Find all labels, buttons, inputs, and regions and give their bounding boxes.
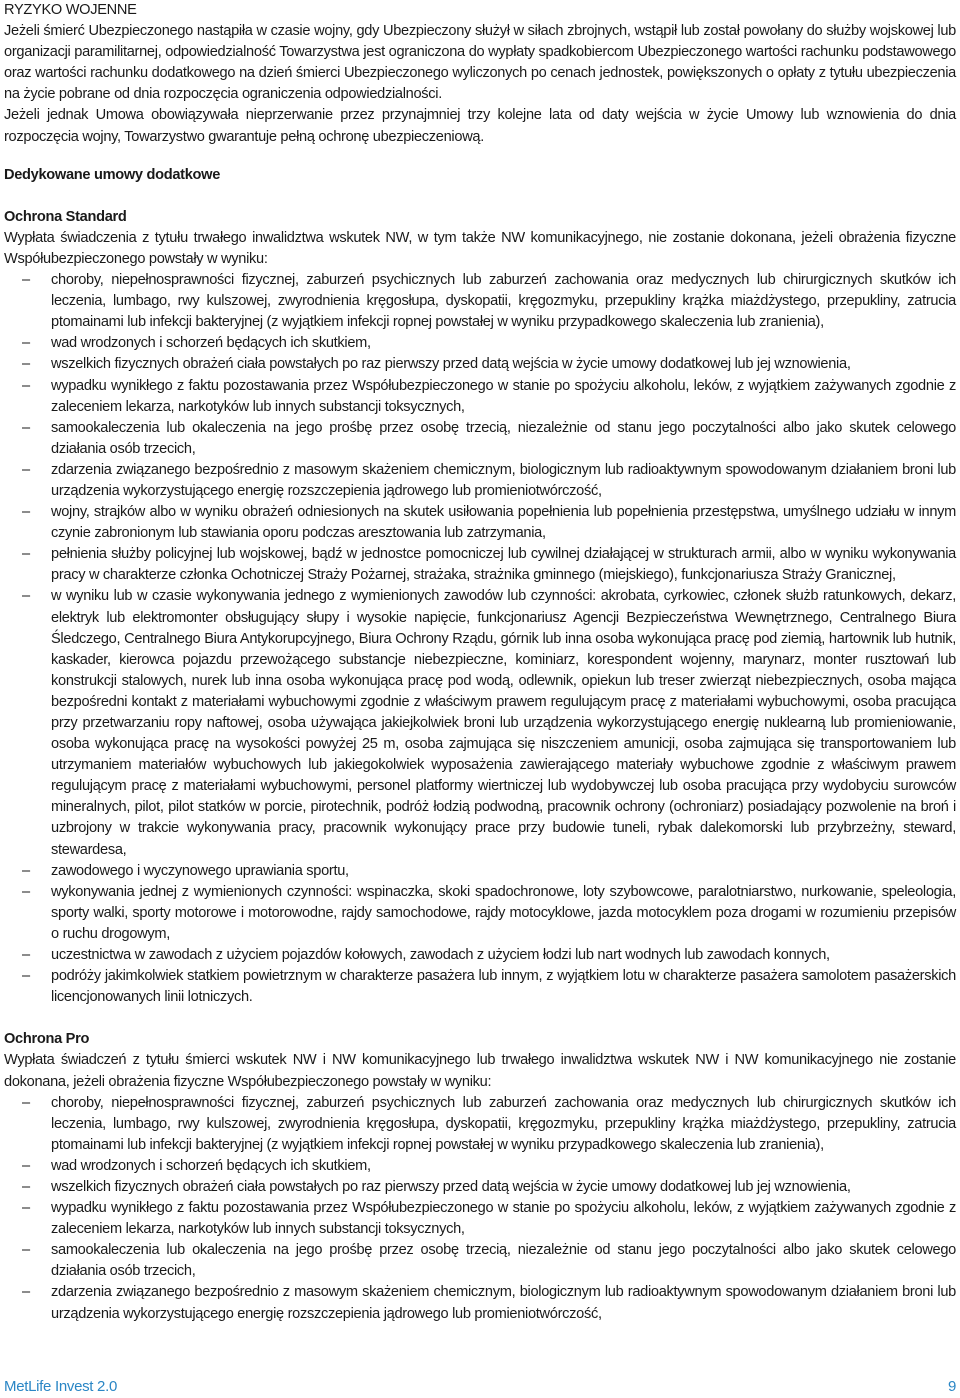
pro-intro: Wypłata świadczeń z tytułu śmierci wskutek NW i NW komunikacyjnego lub trwałego inwalidztwa wskutek NW i NW komunikacyjnego nie zostanie dokonana, jeżeli obrażenia fizyczne Współubezpieczonego powstały w wyniku: — [4, 1052, 956, 1090]
list-item — [4, 586, 956, 860]
list-item — [4, 460, 956, 502]
standard-intro: Wypłata świadczenia z tytułu trwałego inwalidztwa wskutek NW, w tym także NW komunikacyjnego, nie zostanie dokonana, jeżeli obrażenia fizyczne Współubezpieczonego powstały w wyniku: — [4, 229, 956, 267]
dash-bullet-icon: – — [22, 504, 30, 521]
dash-bullet-icon: – — [22, 588, 30, 605]
dash-bullet-icon: – — [22, 1157, 30, 1174]
list-item — [4, 333, 956, 354]
list-item-text: samookaleczenia lub okaleczenia na jego prośbę przez osobę trzecią, niezależnie od stanu jego poczytalności albo jako skutek celowego działania osób trzecich, — [51, 1242, 956, 1280]
list-item — [4, 861, 956, 882]
list-item-text: pełnienia służby policyjnej lub wojskowej, bądź w jednostce pomocniczej lub cywilnej działającej w strukturach armii, albo w wyniku wykonywania pracy w charakterze członka Ochotniczej Straży Pożarnej, strażaka, strażnika gminnego (miejskiego), funkcjonariusza Straży Granicznej, — [51, 546, 956, 584]
list-item-text: uczestnictwa w zawodach z użyciem pojazdów kołowych, zawodach z użyciem łodzi lub nart wodnych lub zawodach konnych, — [51, 947, 830, 964]
list-item — [4, 1093, 956, 1156]
dash-bullet-icon: – — [22, 1284, 30, 1301]
dash-bullet-icon: – — [22, 377, 30, 394]
war-risk-paragraph-1: Jeżeli śmierć Ubezpieczonego nastąpiła w czasie wojny, gdy Ubezpieczony służył w siłach zbrojnych, wstąpił lub został powołany do służby wojskowej lub organizacji paramilitarnej, odpowiedzialność Towarzystwa jest ograniczona do wypłaty spadkobiercom Ubezpieczonego wartości rachunku podstawowego oraz wartości rachunku dodatkowego na dzień śmierci Ubezpieczonego wyliczonych po cenach jednostek, powiększonych o opłaty z tytułu ubezpieczenia na życie pobrane od dnia rozpoczęcia ograniczenia odpowiedzialności. — [4, 23, 956, 103]
dash-bullet-icon: – — [22, 968, 30, 985]
dash-bullet-icon: – — [22, 461, 30, 478]
list-item-text: wojny, strajków albo w wyniku obrażeń odniesionych na skutek usiłowania popełnienia lub popełnienia przestępstwa, umyślnego udziału w innym czynie zabronionym lub stawiania oporu podczas aresztowania lub zatrzymania, — [51, 504, 956, 542]
list-item-text: samookaleczenia lub okaleczenia na jego prośbę przez osobę trzecią, niezależnie od stanu jego poczytalności albo jako skutek celowego działania osób trzecich, — [51, 419, 956, 457]
list-item-text: podróży jakimkolwiek statkiem powietrznym w charakterze pasażera lub innym, z wyjątkiem lotu w charakterze pasażera samolotem pasażerskich licencjonowanych linii lotniczych. — [51, 968, 956, 1006]
dash-bullet-icon: – — [22, 546, 30, 563]
dash-bullet-icon: – — [22, 1242, 30, 1259]
list-item — [4, 882, 956, 945]
dash-bullet-icon: – — [22, 947, 30, 964]
list-item — [4, 1198, 956, 1240]
list-item — [4, 945, 956, 966]
dash-bullet-icon: – — [22, 1178, 30, 1195]
list-item-text: wykonywania jednej z wymienionych czynności: wspinaczka, skoki spadochronowe, loty szybowcowe, paralotniarstwo, nurkowanie, speleologia, sporty walki, sporty motorowe i motorowodne, rajdy samochodowe, rajdy motocyklowe, jazda motocyklem poza drogami w rozumieniu przepisów o ruchu drogowym, — [51, 883, 956, 942]
document-body — [4, 0, 956, 1325]
list-item-text: wypadku wynikłego z faktu pozostawania przez Współubezpieczonego w stanie po spożyciu alkoholu, leków, z wyjątkiem zażywanych zgodnie z zaleceniem lekarza, narkotyków lub innych substancji toksycznych, — [51, 1200, 956, 1238]
dash-bullet-icon: – — [22, 272, 30, 289]
footer-product-name: MetLife Invest 2.0 — [4, 1378, 117, 1395]
war-risk-section — [4, 0, 956, 148]
standard-exclusions-list — [4, 270, 956, 1008]
list-item-text: zdarzenia związanego bezpośrednio z masowym skażeniem chemicznym, biologicznym lub radioaktywnym spowodowanym działaniem broni lub urządzenia wykorzystującego energię rozszczepienia jądrowego lub promieniotwórczość, — [51, 461, 956, 499]
list-item — [4, 966, 956, 1008]
list-item — [4, 1240, 956, 1282]
list-item — [4, 354, 956, 375]
footer-page-number: 9 — [947, 1378, 956, 1395]
list-item-text: choroby, niepełnosprawności fizycznej, zaburzeń psychicznych lub zaburzeń zachowania oraz medycznych lub chirurgicznych skutków ich leczenia, lumbago, rwy kulszowej, zwyrodnienia kręgosłupa, dyskopatii, kręgozmyku, przepukliny krążka miażdżystego, przepukliny, zatrucia ptomainami lub infekcji bakteryjnej (z wyjątkiem infekcji ropnej powstałej w wyniku przypadkowego skaleczenia lub zranienia), — [51, 272, 956, 331]
dash-bullet-icon: – — [22, 862, 30, 879]
dash-bullet-icon: – — [22, 419, 30, 436]
list-item-text: wypadku wynikłego z faktu pozostawania przez Współubezpieczonego w stanie po spożyciu alkoholu, leków, z wyjątkiem zażywanych zgodnie z zaleceniem lekarza, narkotyków lub innych substancji toksycznych, — [51, 377, 956, 415]
list-item — [4, 544, 956, 586]
list-item — [4, 418, 956, 460]
list-item-text: zawodowego i wyczynowego uprawiania sportu, — [51, 862, 349, 879]
dash-bullet-icon: – — [22, 1200, 30, 1217]
pro-heading: Ochrona Pro — [4, 1031, 90, 1048]
list-item — [4, 376, 956, 418]
list-item-text: wad wrodzonych i schorzeń będących ich skutkiem, — [51, 1157, 371, 1174]
dash-bullet-icon: – — [22, 356, 30, 373]
page-footer — [4, 1376, 956, 1398]
standard-heading: Ochrona Standard — [4, 208, 127, 225]
list-item-text: wad wrodzonych i schorzeń będących ich skutkiem, — [51, 335, 371, 352]
dash-bullet-icon: – — [22, 883, 30, 900]
dash-bullet-icon: – — [22, 1094, 30, 1111]
standard-section — [4, 207, 956, 1009]
list-item — [4, 270, 956, 333]
list-item — [4, 1156, 956, 1177]
dash-bullet-icon: – — [22, 335, 30, 352]
list-item-text: choroby, niepełnosprawności fizycznej, zaburzeń psychicznych lub zaburzeń zachowania oraz medycznych lub chirurgicznych skutków ich leczenia, lumbago, rwy kulszowej, zwyrodnienia kręgosłupa, dyskopatii, kręgozmyku, przepukliny krążka miażdżystego, przepukliny, zatrucia ptomainami lub infekcji bakteryjnej (z wyjątkiem infekcji ropnej powstałej w wyniku przypadkowego skaleczenia lub zranienia), — [51, 1094, 956, 1153]
list-item-text: wszelkich fizycznych obrażeń ciała powstałych po raz pierwszy przed datą wejścia w życie umowy dodatkowej lub jej wznowienia, — [51, 1178, 851, 1195]
list-item — [4, 1282, 956, 1324]
war-risk-paragraph-2: Jeżeli jednak Umowa obowiązywała nieprzerwanie przez przynajmniej trzy kolejne lata od daty wejścia w życie Umowy lub wznowienia do dnia rozpoczęcia wojny, Towarzystwo gwarantuje pełną ochronę ubezpieczeniową. — [4, 107, 956, 145]
pro-exclusions-list — [4, 1093, 956, 1325]
list-item — [4, 502, 956, 544]
list-item — [4, 1177, 956, 1198]
list-item-text: zdarzenia związanego bezpośrednio z masowym skażeniem chemicznym, biologicznym lub radioaktywnym spowodowanym działaniem broni lub urządzenia wykorzystującego energię rozszczepienia jądrowego lub promieniotwórczość, — [51, 1284, 956, 1322]
list-item-text: w wyniku lub w czasie wykonywania jednego z wymienionych zawodów lub czynności: akrobata, cyrkowiec, członek służb ratunkowych, dekarz, elektryk lub elektromonter obsługujący słupy i wysokie napięcie, funkcjonariusz Agencji Bezpieczeństwa Wewnętrznego, Centralnego Biura Śledczego, Centralnego Biura Antykorupcyjnego, Biura Ochrony Rządu, górnik lub inna osoba wykonująca pracę pod ziemią, hartownik lub hutnik, kaskader, kierowca pojazdu przewożącego substancje niebezpieczne, kominiarz, korespondent wojenny, marynarz, monter rusztowań lub konstrukcji stalowych, nurek lub inna osoba wykonująca pracę pod wodą, odlewnik, opiekun lub treser zwierząt niebezpiecznych, osoba mająca bezpośredni kontakt z materiałami wybuchowymi zgodnie z właściwym prawem regulującym pracę z materiałami wybuchowymi, osoba pracująca przy przetwarzaniu ropy naftowej, osoba używająca jakiejkolwiek broni lub urządzenia wykorzystującego energię nuklearną lub promieniowanie, osoba wykonująca pracę na wysokości powyżej 25 m, osoba zajmująca się niszczeniem amunicji, osoba zajmująca się transportowaniem lub utrzymaniem materiałów wybuchowych lub jakiegokolwiek wyposażenia zawierającego materiały wybuchowe zgodnie z właściwym prawem regulującym pracę z materiałami wybuchowymi, personel platformy wiertniczej lub wydobywczej lub osoba pracująca przy wydobyciu surowców mineralnych, pilot, pilot statków w porcie, pirotechnik, podróż łodzią podwodną, pracownik ochrony (ochroniarz) posiadający pozwolenie na broń i uzbrojony w trakcie wykonywania pracy, pracownik wykonujący prace przy budowie tuneli, rybak dalekomorski lub przybrzeżny, steward, stewardesa, — [51, 588, 956, 858]
dedicated-riders-heading: Dedykowane umowy dodatkowe — [4, 166, 221, 183]
war-risk-title: RYZYKO WOJENNE — [4, 2, 137, 18]
list-item-text: wszelkich fizycznych obrażeń ciała powstałych po raz pierwszy przed datą wejścia w życie umowy dodatkowej lub jej wznowienia, — [51, 356, 851, 373]
pro-section — [4, 1029, 956, 1324]
